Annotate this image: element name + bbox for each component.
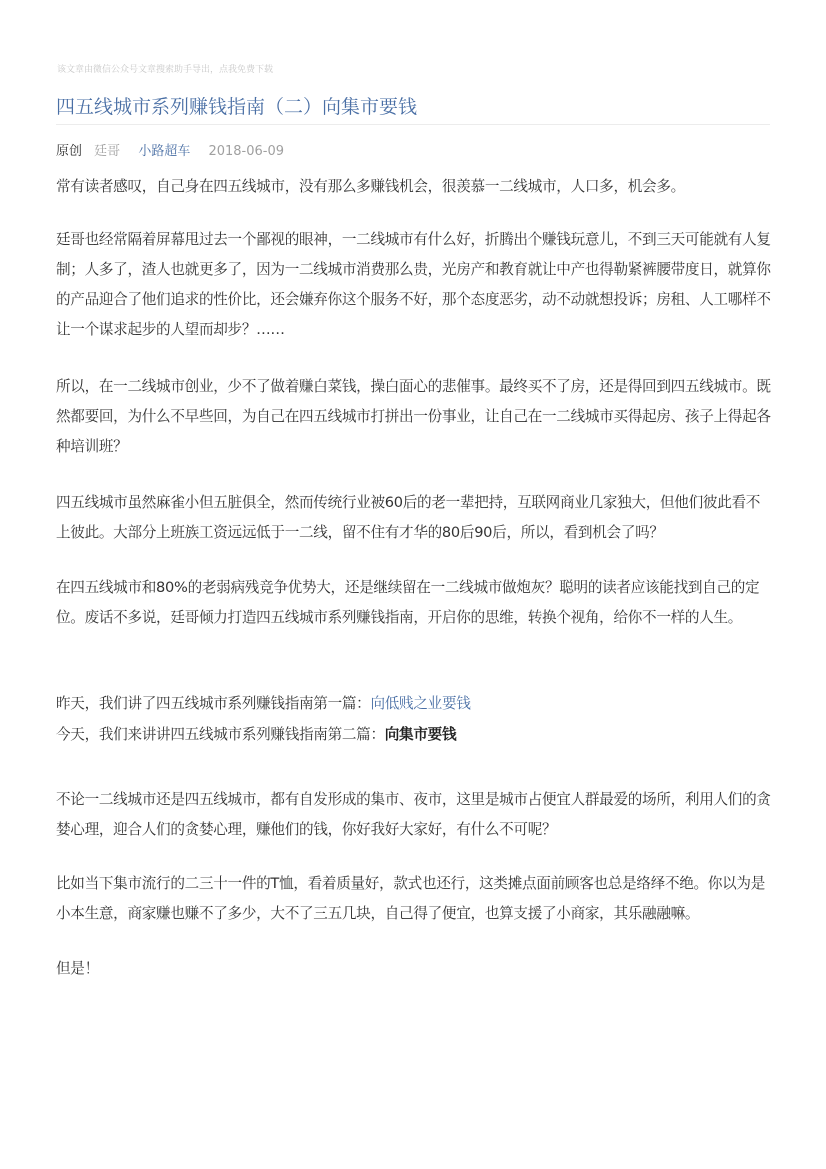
series-yesterday-line [56,689,772,719]
paragraph: 常有读者感叹，自己身在四五线城市，没有那么多赚钱机会，很羡慕一二线城市，人口多，机会多。 [56,178,685,195]
paragraph: 但是！ [56,960,99,977]
account-link[interactable]: 小路超车 [138,144,191,159]
author-name: 廷哥 [94,144,121,159]
article-title: 四五线城市系列赚钱指南（二）向集市要钱 [56,96,418,118]
export-notice-link[interactable]: 该文章由微信公众号文章搜索助手导出，点我免费下载 [57,65,274,75]
series-today-line [56,720,772,750]
paragraph: 所以，在一二线城市创业，少不了做着赚白菜钱，操白面心的悲催事。最终买不了房，还是得回到四五线城市。既然都要回，为什么不早些回，为自己在四五线城市打拼出一份事业，让自己在一二线城市买得起房、孩子上得起各种培训班？ [56,378,771,455]
paragraph: 比如当下集市流行的二三十一件的T恤，看着质量好，款式也还行，这类摊点面前顾客也总是络绎不绝。你以为是小本生意，商家赚也赚不了多少，大不了三五几块，自己得了便宜，也算支援了小商家，其乐融融嘛。 [56,875,766,922]
series-yesterday-text: 昨天，我们讲了四五线城市系列赚钱指南第一篇： [56,695,371,712]
original-tag: 原创 [56,144,83,159]
article-meta [56,140,284,159]
paragraph: 四五线城市虽然麻雀小但五脏俱全，然而传统行业被60后的老一辈把持，互联网商业几家独大，但他们彼此看不上彼此。大部分上班族工资远远低于一二线，留不住有才华的80后90后，所以，看到机会了吗？ [56,494,761,541]
paragraph: 在四五线城市和80%的老弱病残竞争优势大，还是继续留在一二线城市做炮灰？聪明的读者应该能找到自己的定位。废话不多说，廷哥倾力打造四五线城市系列赚钱指南，开启你的思维，转换个视角，给你不一样的人生。 [56,579,760,626]
series-part1-link[interactable]: 向低贱之业要钱 [370,695,471,712]
paragraph: 不论一二线城市还是四五线城市，都有自发形成的集市、夜市，这里是城市占便宜人群最爱的场所，利用人们的贪婪心理，迎合人们的贪婪心理，赚他们的钱，你好我好大家好，有什么不可呢？ [56,791,771,838]
title-divider [56,124,770,125]
publish-date: 2018-06-09 [208,144,285,159]
series-part2-title: 向集市要钱 [384,726,457,743]
paragraph: 廷哥也经常隔着屏幕甩过去一个鄙视的眼神，一二线城市有什么好，折腾出个赚钱玩意儿，不到三天可能就有人复制；人多了，渣人也就更多了，因为一二线城市消费那么贵，光房产和教育就让中产也得勒紧裤腰带度日，就算你的产品迎合了他们追求的性价比，还会嫌弃你这个服务不好，那个态度恶劣，动不动就想投诉；房租、人工哪样不让一个谋求起步的人望而却步？…… [56,231,771,338]
series-today-text: 今天，我们来讲讲四五线城市系列赚钱指南第二篇： [56,726,385,743]
